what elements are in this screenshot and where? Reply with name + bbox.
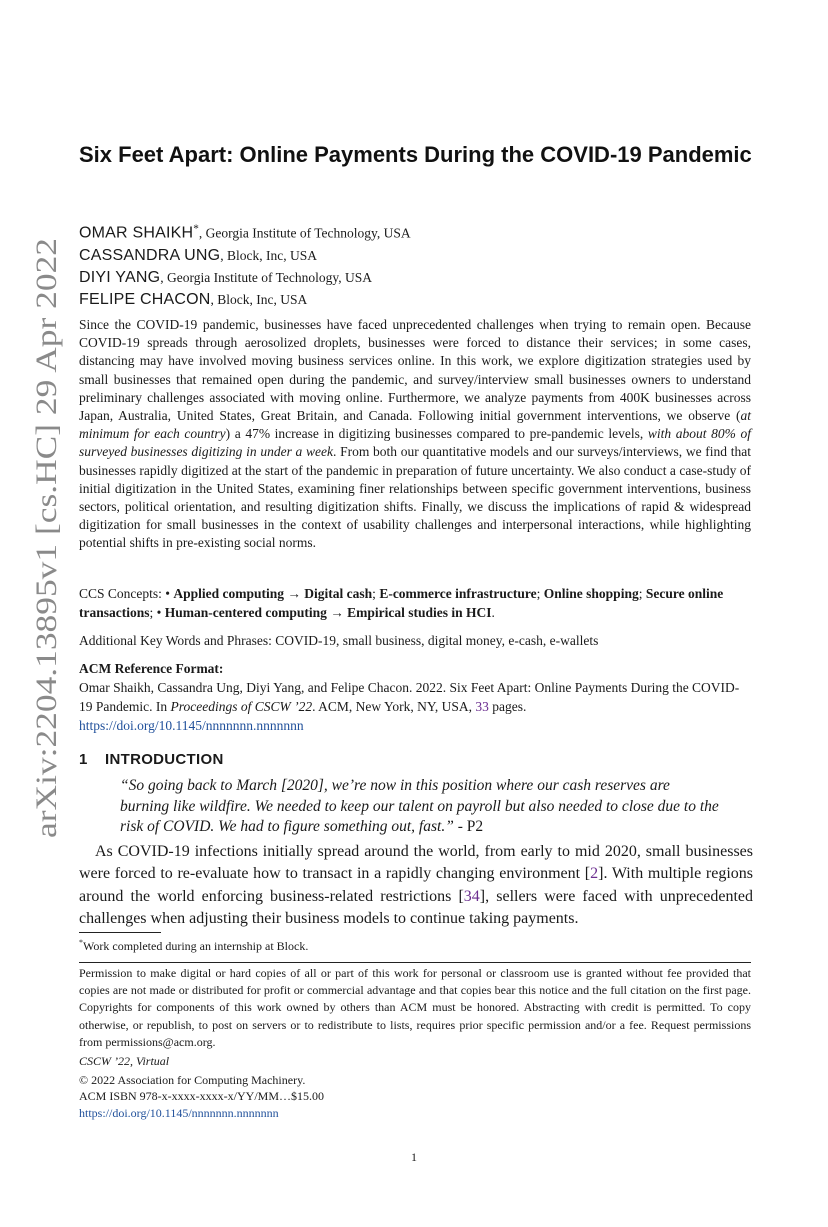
author-affiliation: , Block, Inc, USA (210, 291, 308, 307)
ccs-arrow: → (287, 586, 301, 601)
footnote-mark: * (79, 938, 83, 947)
footnote-text: Work completed during an internship at Block. (83, 939, 309, 953)
quote-attribution: - P2 (453, 818, 484, 835)
ccs-arrow: → (330, 605, 344, 620)
citation-link[interactable]: 34 (463, 887, 480, 905)
permission-divider (79, 962, 751, 963)
doi-link[interactable]: https://doi.org/10.1145/nnnnnnn.nnnnnnn (79, 718, 304, 733)
arxiv-id: arXiv:2204.13895v1 [cs.HC] 29 Apr 2022 (30, 329, 63, 838)
reference-text (79, 678, 751, 735)
section-heading (79, 750, 224, 770)
author-name: DIYI YANG (79, 268, 161, 286)
author-affiliation: , Georgia Institute of Technology, USA (160, 269, 373, 285)
author-entry (79, 218, 769, 245)
ccs-separator: ; (372, 586, 376, 601)
ccs-concept: Secure online transactions (79, 586, 724, 620)
abstract-emphasis: with about 80% of surveyed businesses digitizing in under a week (79, 426, 751, 460)
author-footnote-mark: * (193, 223, 199, 235)
copyright: © 2022 Association for Computing Machinery. (79, 1073, 306, 1087)
ccs-concept: Digital cash (304, 586, 373, 601)
keywords: Additional Key Words and Phrases: COVID-19, small business, digital money, e-cash, e-wallets (79, 633, 599, 648)
intro-text: ], sellers were faced with unprecedented challenges when adjusting their business models to continue taking payments. (79, 887, 754, 927)
footnote-divider (79, 932, 161, 933)
author-entry (79, 289, 769, 311)
reference-part: pages. (488, 699, 527, 714)
footer-doi-link[interactable]: https://doi.org/10.1145/nnnnnnn.nnnnnnn (79, 1106, 279, 1120)
permission-notice: Permission to make digital or hard copies of all or part of this work for personal or classroom use is granted without fee provided that copies are not made or distributed for profit or commercial advantage and that copies bear this notice and the full citation on the first page. Copyrights for components of this work owned by others than ACM must be honored. Abstracting with credit is permitted. To copy otherwise, or republish, to post on servers or to redistribute to lists, requires prior specific permission and/or a fee. Request permissions from permissions@acm.org. (79, 966, 751, 1049)
ccs-separator: ; (149, 605, 154, 620)
page-count-link[interactable]: 33 (475, 699, 489, 714)
venue: CSCW ’22, Virtual (79, 1054, 170, 1068)
intro-text: As COVID-19 infections initially spread around the world, from early to mid 2020, small businesses were forced to re-evaluate how to transact in a rapidly changing environment [ (79, 843, 753, 883)
ccs-end: . (491, 605, 495, 620)
reference-part: . ACM, New York, NY, USA, (312, 699, 476, 714)
citation-link[interactable]: 2 (590, 865, 599, 883)
ccs-concepts (79, 584, 751, 622)
intro-paragraph (79, 841, 753, 930)
footer-doi (79, 1105, 279, 1122)
author-entry (79, 267, 769, 289)
author-name: OMAR SHAIKH (79, 224, 194, 242)
ccs-separator: ; (638, 586, 643, 601)
section-number: 1 (79, 751, 88, 768)
quote-text: “So going back to March [2020], we’re now in this position where our cash reserves are burning like wildfire. We needed to keep our talent on payroll but also needed to close due to the risk of COVID. We had to figure something out, fast.” (120, 777, 719, 835)
author-list (79, 218, 769, 311)
intro-text: ]. With multiple regions around the world enforcing business-related restrictions [ (79, 865, 753, 905)
page-number: 1 (411, 1150, 417, 1164)
isbn: ACM ISBN 978-x-xxxx-xxxx-x/YY/MM…$15.00 (79, 1089, 325, 1103)
ccs-concept: E-commerce infrastructure (379, 586, 537, 601)
reference-part: Omar Shaikh, Cassandra Ung, Diyi Yang, and Felipe Chacon. 2022. Six Feet Apart: Online Payments During the COVID-19 Pandemic. In (79, 680, 740, 714)
author-affiliation: , Georgia Institute of Technology, USA (198, 225, 411, 241)
abstract (79, 316, 751, 553)
abstract-emphasis: at minimum for each country (79, 408, 751, 442)
reference-heading: ACM Reference Format: (79, 661, 224, 676)
abstract-text: ) a 47% increase in digitizing businesses compared to pre-pandemic levels, (225, 426, 648, 442)
ccs-concept: Human-centered computing (164, 605, 327, 620)
reference-proceedings: Proceedings of CSCW ’22 (170, 699, 313, 714)
section-title: INTRODUCTION (105, 751, 224, 768)
ccs-bullet: • (165, 586, 170, 601)
abstract-text: . From both our quantitative models and our surveys/interviews, we find that businesses rapidly digitized at the start of the pandemic in preparation of future uncertainty. We also conduct a case-study of initial digitization in the United States, examining finer relationships between specific government interventions, business sectors, political orientation, and resulting digitization shifts. Finally, we discuss the implications of rapid & widespread digitization for small businesses in the context of usability challenges and interpersonal interactions, while highlighting potential shifts in pre-existing social norms. (79, 444, 751, 551)
ccs-concept: Online shopping (543, 586, 639, 601)
author-entry (79, 245, 769, 267)
ccs-bullet: • (156, 605, 162, 620)
footnote (79, 935, 308, 954)
ccs-concept: Applied computing (173, 586, 285, 601)
ccs-label: CCS Concepts: (79, 586, 166, 601)
author-name: FELIPE CHACON (79, 290, 211, 308)
ccs-separator: ; (536, 586, 541, 601)
author-name: CASSANDRA UNG (79, 246, 221, 264)
paper-title: Six Feet Apart: Online Payments During the COVID-19 Pandemic (79, 142, 752, 167)
epigraph-quote (120, 776, 720, 838)
author-affiliation: , Block, Inc, USA (220, 247, 318, 263)
abstract-text: Since the COVID-19 pandemic, businesses have faced unprecedented challenges when trying to remain open. Because COVID-19 spreads through aerosolized droplets, businesses were forced to distance their services; in some cases, distancing may have involved moving business services online. In this work, we explore digitization strategies used by small businesses that remained open during the pandemic, and survey/interview small businesses owners to understand preliminary challenges associated with moving online. Furthermore, we analyze payments from 400K businesses across Japan, Australia, United States, Great Britain, and Canada. Following initial government interventions, we observe ( (79, 317, 751, 424)
ccs-concept: Empirical studies in HCI (347, 605, 492, 620)
arxiv-stamp (26, 238, 66, 838)
